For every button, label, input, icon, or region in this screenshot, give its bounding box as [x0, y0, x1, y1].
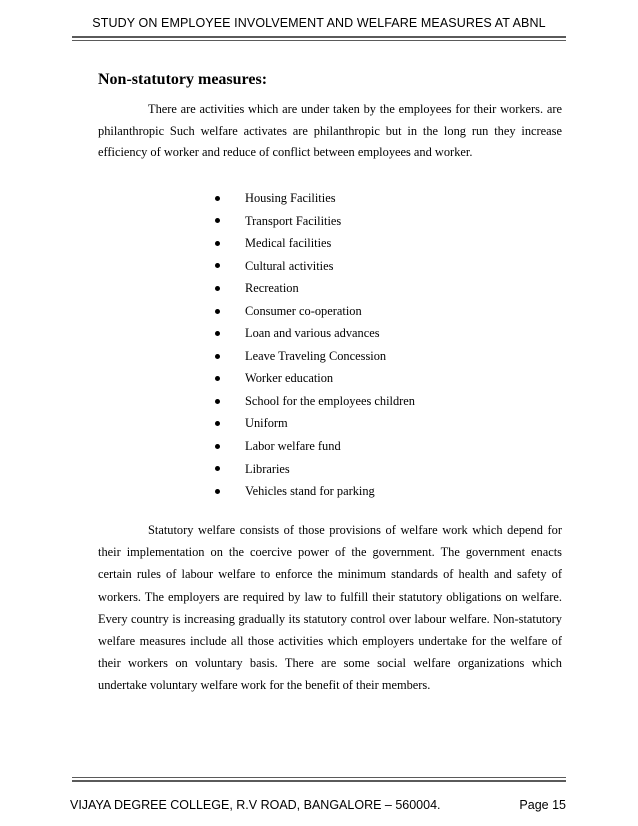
- list-item-label: Loan and various advances: [245, 326, 380, 341]
- facilities-list: [214, 187, 415, 503]
- list-item: [214, 435, 415, 458]
- bullet-icon: [215, 489, 220, 494]
- section-heading: Non-statutory measures:: [98, 71, 268, 88]
- list-item-label: Consumer co-operation: [245, 303, 362, 318]
- list-item: [214, 322, 415, 345]
- bullet-icon: [215, 263, 220, 268]
- bullet-icon: [215, 444, 220, 449]
- bullet-icon: [215, 196, 220, 201]
- list-item-label: Cultural activities: [245, 258, 334, 273]
- bullet-icon: [215, 331, 220, 336]
- footer-college-address: VIJAYA DEGREE COLLEGE, R.V ROAD, BANGALORE – 560004.: [70, 798, 441, 812]
- footer-rule-thin: [72, 777, 566, 778]
- list-item-label: Housing Facilities: [245, 191, 336, 205]
- page-number: Page 15: [519, 798, 566, 812]
- bullet-icon: [215, 421, 220, 426]
- footer-rule: [72, 780, 566, 782]
- list-item: [214, 480, 415, 503]
- bullet-icon: [215, 354, 220, 359]
- list-item: [214, 210, 415, 233]
- bullet-icon: [215, 399, 220, 404]
- header-rule: [72, 36, 566, 38]
- running-header: STUDY ON EMPLOYEE INVOLVEMENT AND WELFARE MEASURES AT ABNL: [92, 16, 546, 30]
- list-item-label: Labor welfare fund: [245, 439, 341, 454]
- list-item: [214, 232, 415, 255]
- list-item-label: Vehicles stand for parking: [245, 484, 375, 499]
- header-rule-thin: [72, 40, 566, 41]
- list-item: [214, 390, 415, 413]
- bullet-icon: [215, 309, 220, 314]
- list-item: [214, 277, 415, 300]
- list-item: [214, 367, 415, 390]
- list-item: [214, 458, 415, 481]
- list-item-label: Recreation: [245, 281, 299, 296]
- bullet-icon: [215, 218, 220, 223]
- list-item: [214, 187, 415, 210]
- list-item: [214, 412, 415, 435]
- list-item: [214, 300, 415, 323]
- body-paragraph: Statutory welfare consists of those provisions of welfare work which depend for their implementation on the coercive power of the government. The government enacts certain rules of labour welfare to enforce the minimum standards of health and safety of workers. The employers are required by law to fulfill their statutory obligations on welfare. Every country is increasing gradually its statutory control over labour welfare. Non-statutory welfare measures include all those activities which employers undertake for the welfare of their workers on voluntary basis. There are some social welfare organizations which undertake voluntary welfare work for the benefit of their members.: [98, 523, 562, 693]
- list-item: [214, 255, 415, 278]
- list-item-label: Worker education: [245, 371, 334, 386]
- bullet-icon: [215, 241, 220, 246]
- list-item-label: Medical facilities: [245, 236, 332, 251]
- bullet-icon: [215, 376, 220, 381]
- list-item-label: School for the employees children: [245, 393, 415, 408]
- bullet-icon: [215, 286, 220, 291]
- list-item-label: Transport Facilities: [245, 213, 342, 228]
- list-item-label: Uniform: [245, 416, 288, 431]
- list-item-label: Libraries: [245, 461, 290, 476]
- list-item: [214, 345, 415, 368]
- intro-paragraph: There are activities which are under taken by the employees for their workers. are philanthropic Such welfare activates are philanthropic but in the long run they increase efficiency of worker and reduce of conflict between employees and worker.: [98, 102, 562, 159]
- bullet-icon: [215, 466, 220, 471]
- list-item-label: Leave Traveling Concession: [245, 348, 387, 363]
